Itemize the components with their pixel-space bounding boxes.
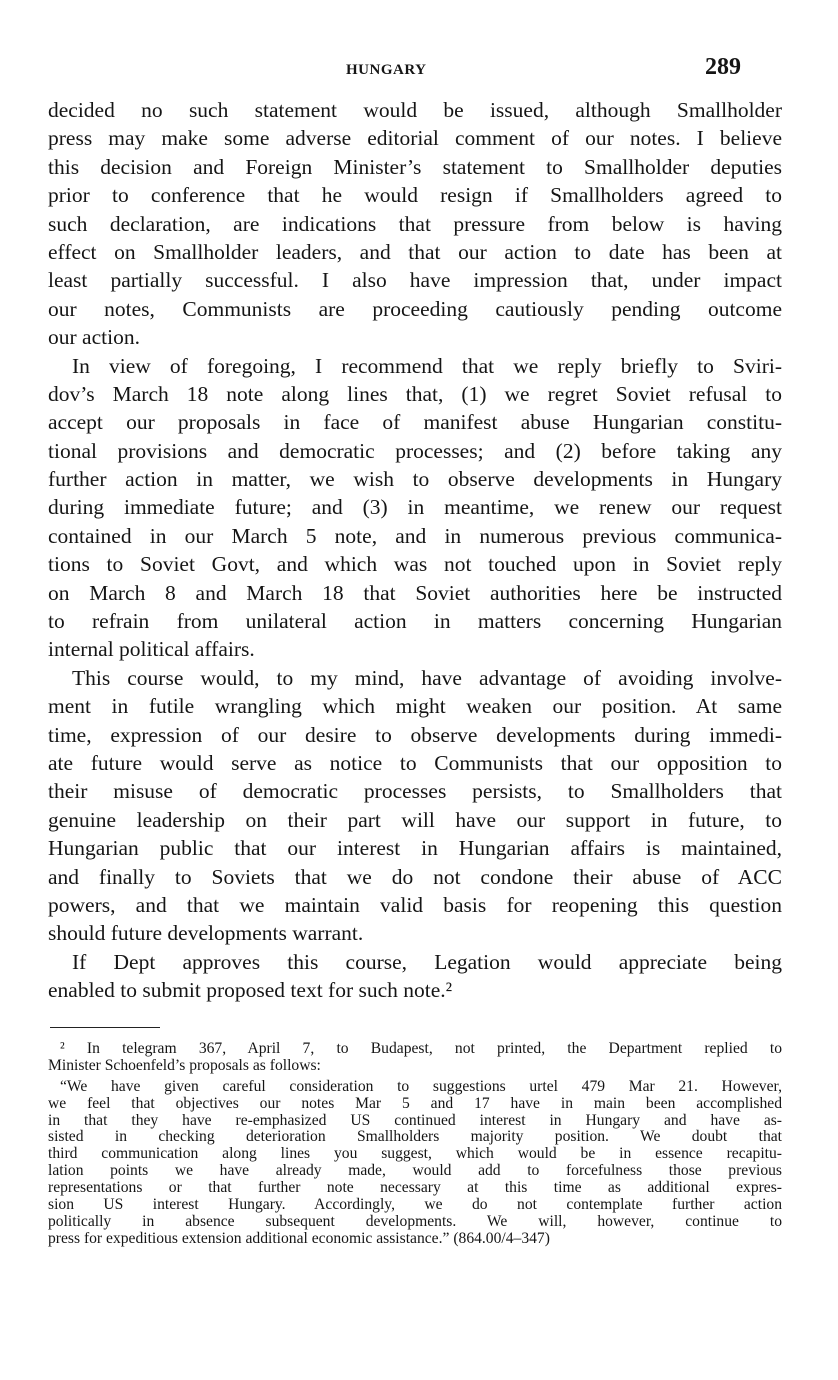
- footnote-paragraph: [48, 1079, 782, 1248]
- text-line: ment in futile wrangling which might weaken our position. At same: [48, 694, 782, 719]
- text-line: Hungarian public that our interest in Hungarian affairs is maintained,: [48, 836, 782, 861]
- text-line: sisted in checking deterioration Smallholders majority position. We doubt that: [48, 1128, 782, 1146]
- paragraph: [48, 96, 782, 352]
- paragraph: [48, 948, 782, 1005]
- text-line: powers, and that we maintain valid basis for reopening this question: [48, 892, 782, 917]
- text-line: effect on Smallholder leaders, and that our action to date has been at: [48, 239, 782, 264]
- text-line: “We have given careful consideration to suggestions urtel 479 Mar 21. However,: [60, 1077, 782, 1095]
- text-line: our notes, Communists are proceeding cautiously pending outcome: [48, 296, 782, 321]
- text-line: prior to conference that he would resign if Smallholders agreed to: [48, 183, 782, 208]
- text-line: representations or that further note necessary at this time as additional expres-: [48, 1179, 782, 1197]
- text-line: such declaration, are indications that pressure from below is having: [48, 211, 782, 236]
- text-line: tional provisions and democratic processes; and (2) before taking any: [48, 438, 782, 463]
- text-line: in that they have re-emphasized US continued interest in Hungary and have as-: [48, 1111, 782, 1129]
- text-line: Minister Schoenfeld’s proposals as follows:: [48, 1056, 321, 1074]
- text-line: contained in our March 5 note, and in numerous previous communica-: [48, 523, 782, 548]
- text-line: enabled to submit proposed text for such note.²: [48, 978, 453, 1003]
- text-line: this decision and Foreign Minister’s statement to Smallholder deputies: [48, 154, 782, 179]
- text-line: to refrain from unilateral action in matters concerning Hungarian: [48, 609, 782, 634]
- body-text: [48, 96, 782, 1005]
- text-line: third communication along lines you suggest, which would be in essence recapitu-: [48, 1145, 782, 1163]
- text-line: sion US interest Hungary. Accordingly, we do not contemplate further action: [48, 1196, 782, 1214]
- text-line: during immediate future; and (3) in meantime, we renew our request: [48, 495, 782, 520]
- footnote-paragraph: [48, 1041, 782, 1075]
- page-number: 289: [705, 54, 741, 80]
- text-line: dov’s March 18 note along lines that, (1) we regret Soviet refusal to: [48, 381, 782, 406]
- text-line: tions to Soviet Govt, and which was not touched upon in Soviet reply: [48, 552, 782, 577]
- text-line: accept our proposals in face of manifest abuse Hungarian constitu-: [48, 410, 782, 435]
- text-line: decided no such statement would be issued, although Smallholder: [48, 98, 782, 122]
- text-line: and finally to Soviets that we do not condone their abuse of ACC: [48, 864, 782, 889]
- paragraph: [48, 352, 782, 664]
- text-line: we feel that objectives our notes Mar 5 and 17 have in main been accomplished: [48, 1094, 782, 1112]
- text-line: should future developments warrant.: [48, 921, 364, 946]
- footnotes: [48, 1041, 782, 1248]
- text-line: politically in absence subsequent developments. We will, however, continue to: [48, 1212, 782, 1230]
- text-line: press may make some adverse editorial comment of our notes. I believe: [48, 126, 782, 151]
- running-head-title: HUNGARY: [346, 62, 427, 78]
- text-line: ate future would serve as notice to Communists that our opposition to: [48, 750, 782, 775]
- text-line: If Dept approves this course, Legation would appreciate being: [72, 949, 782, 974]
- text-line: their misuse of democratic processes persists, to Smallholders that: [48, 779, 782, 804]
- text-line: press for expeditious extension additional economic assistance.” (864.00/4–347): [48, 1229, 550, 1247]
- text-line: genuine leadership on their part will have our support in future, to: [48, 807, 782, 832]
- text-line: In view of foregoing, I recommend that we reply briefly to Sviri-: [72, 353, 782, 378]
- footnote-rule: [50, 1027, 160, 1028]
- text-line: internal political affairs.: [48, 637, 255, 662]
- text-line: time, expression of our desire to observe developments during immedi-: [48, 722, 782, 747]
- text-line: ² In telegram 367, April 7, to Budapest, not printed, the Department replied to: [60, 1040, 782, 1057]
- text-line: This course would, to my mind, have advantage of avoiding involve-: [72, 665, 782, 690]
- text-line: our action.: [48, 325, 140, 350]
- text-line: lation points we have already made, would add to forcefulness those previous: [48, 1162, 782, 1180]
- running-head: [0, 54, 838, 88]
- paragraph: [48, 664, 782, 948]
- text-line: least partially successful. I also have impression that, under impact: [48, 268, 782, 293]
- text-line: further action in matter, we wish to observe developments in Hungary: [48, 467, 782, 492]
- text-line: on March 8 and March 18 that Soviet authorities here be instructed: [48, 580, 782, 605]
